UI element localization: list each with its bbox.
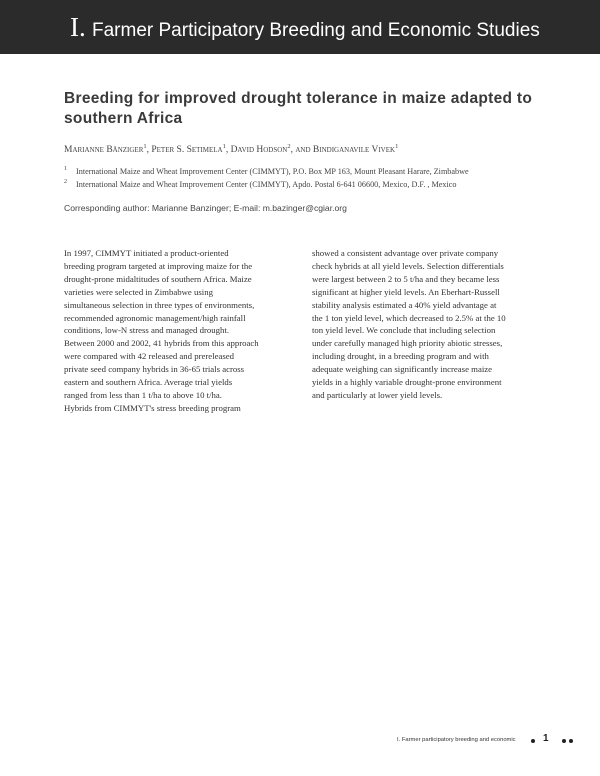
author-name: Bindiganavile Vivek (312, 145, 396, 156)
section-header-band (0, 0, 600, 54)
abstract-paragraph (64, 247, 296, 415)
author-name: Marianne Bänziger (64, 145, 144, 156)
affiliation-text: International Maize and Wheat Improvement Center (CIMMYT), Apdo. Postal 6-641 06600, Mexico, D.F. , Mexico (76, 180, 457, 189)
footer-bullet-icon (562, 739, 566, 743)
abstract-line: Between 2000 and 2002, 41 hybrids from this approach (64, 338, 259, 349)
abstract-line: were largest between 2 to 5 t/ha and they became less (312, 273, 500, 284)
author-affiliation-marker: 2 (287, 143, 291, 150)
footer-bullet-icon (531, 739, 535, 743)
abstract-line: In 1997, CIMMYT initiated a product-oriented (64, 248, 229, 258)
abstract-line: Hybrids from CIMMYT's stress breeding program (64, 402, 241, 413)
footer-bullet-icon (569, 739, 573, 743)
page-number: 1 (543, 733, 549, 744)
abstract-line: recommended agronomic management/high rainfall (64, 312, 246, 323)
abstract-line: yields in a highly variable drought-prone environment (312, 377, 502, 388)
author-name: David Hodson (230, 145, 288, 156)
author-affiliation-marker: 1 (143, 143, 147, 150)
abstract-line: check hybrids at all yield levels. Selection differentials (312, 260, 504, 271)
abstract-line: under carefully managed high priority abiotic stresses, (312, 338, 503, 349)
abstract-line: significant at higher yield levels. An Eberhart-Russell (312, 286, 500, 297)
abstract-line: eastern and southern Africa. Average trial yields (64, 377, 233, 388)
author-affiliation-marker: 1 (395, 143, 399, 150)
section-title: Farmer Participatory Breeding and Economic Studies (92, 20, 540, 41)
abstract-line: were compared with 42 released and prereleased (64, 351, 235, 362)
abstract-line: the 1 ton yield level, which decreased to 2.5% at the 10 (312, 312, 506, 323)
author-name: Peter S. Setimela (151, 145, 223, 156)
author-affiliation-marker: 1 (222, 143, 226, 150)
abstract-line: breeding program targeted at improving maize for the (64, 260, 253, 271)
abstract-line: ranged from less than 1 t/ha to above 10 t/ha. (64, 389, 222, 400)
abstract-line: showed a consistent advantage over private company (312, 248, 499, 258)
abstract-column-right (312, 247, 544, 402)
abstract-line: and particularly at lower yield levels. (312, 389, 443, 400)
abstract-line: drought-prone midaltitudes of southern Africa. Maize (64, 273, 252, 284)
footer-running-title: I. Farmer participatory breeding and economic (397, 737, 516, 743)
paper-title: Breeding for improved drought tolerance in maize adapted to southern Africa (64, 90, 533, 127)
abstract-line: simultaneous selection in three types of environments, (64, 299, 255, 310)
abstract-column-left (64, 247, 296, 415)
abstract-line: including drought, in a breeding program and with (312, 351, 489, 362)
author-separator: , (146, 145, 152, 156)
author-list (64, 143, 564, 155)
abstract-line: stability analysis estimated a 40% yield advantage at (312, 299, 497, 310)
abstract-line: adequate weighing can significantly increase maize (312, 364, 493, 375)
affiliation-number: 1 (64, 166, 67, 172)
affiliation-text: International Maize and Wheat Improvement Center (CIMMYT), P.O. Box MP 163, Mount Pleasant Harare, Zimbabwe (76, 167, 469, 176)
abstract-line: varieties were selected in Zimbabwe using (64, 286, 213, 297)
author-separator: , (225, 145, 231, 156)
affiliation-list (64, 165, 564, 191)
section-roman-numeral: I. (70, 12, 86, 42)
abstract-line: private seed company hybrids in 36-65 trials across (64, 364, 245, 375)
author-separator: , and (290, 145, 313, 156)
abstract-line: ton yield level. We conclude that including selection (312, 325, 496, 336)
abstract-line: conditions, low-N stress and managed drought. (64, 325, 230, 336)
corresponding-author: Corresponding author: Marianne Banzinger; E-mail: m.bazinger@cgiar.org (64, 203, 347, 213)
affiliation-item (64, 178, 564, 191)
affiliation-item (64, 165, 564, 178)
abstract-paragraph (312, 247, 544, 402)
affiliation-number: 2 (64, 179, 67, 185)
